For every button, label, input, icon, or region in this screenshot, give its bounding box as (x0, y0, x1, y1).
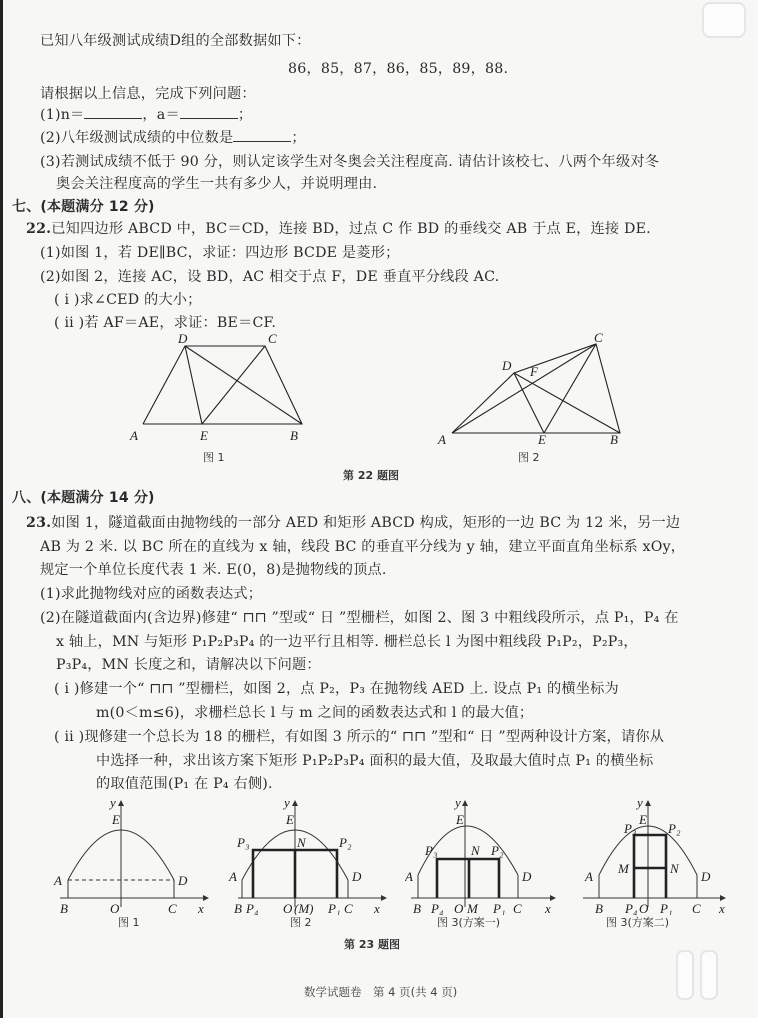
q23-stem-text: 如图 1，隧道截面由抛物线的一部分 AED 和矩形 ABCD 构成，矩形的一边 BC 为 12 米，另一边 (51, 515, 681, 531)
label-M: M (467, 901, 478, 915)
label-C: C (594, 330, 603, 345)
label-B: B (290, 428, 298, 443)
label-E: E (200, 428, 208, 443)
label-A: A (229, 869, 237, 884)
q2-text: (2)八年级测试成绩的中位数是 (40, 130, 234, 146)
q1-mid: ，a＝ (142, 107, 180, 123)
q23-fig3-scheme1-caption: 图 3(方案一) (437, 916, 501, 929)
q1-end: ； (237, 107, 253, 123)
label-O: O (283, 901, 293, 915)
label-P2: P₂ (339, 835, 352, 850)
label-A: A (405, 869, 413, 884)
q22-part2-ii: ( ii )若 AF＝AE，求证：BE＝CF. (54, 315, 277, 331)
label-P3: P₃ (624, 821, 637, 836)
label-D: D (522, 869, 532, 884)
label-P1: P₁ (328, 901, 341, 915)
label-O: O (110, 901, 120, 915)
q23-stem-line3: 规定一个单位长度代表 1 米. E(0，8)是抛物线的顶点. (40, 562, 387, 578)
label-O: O (639, 901, 649, 915)
q23-part2-ii-line2: 中选择一种，求出该方案下矩形 P₁P₂P₃P₄ 面积的最大值，及取最大值时点 P₁ 的横坐标 (96, 753, 654, 769)
answer-blank-median[interactable] (233, 129, 291, 142)
label-B: B (610, 432, 618, 445)
y-axis-label: y (455, 795, 461, 810)
x-axis-label: x (719, 901, 725, 915)
q22-part2: (2)如图 2，连接 AC，设 BD，AC 相交于点 F，DE 垂直平分线段 AC. (40, 269, 500, 285)
label-O: O (454, 901, 464, 915)
label-A: A (130, 428, 138, 443)
y-axis-label: y (110, 795, 116, 810)
question-3-line1: (3)若测试成绩不低于 90 分，则认定该学生对冬奥会关注程度高. 请估计该校七、八两个年级对冬 (40, 154, 660, 170)
label-M: M (618, 861, 629, 876)
label-B: B (595, 901, 603, 915)
q23-fig3-scheme2-caption: 图 3(方案二) (606, 916, 670, 929)
q23-fig2-caption: 图 2 (290, 916, 312, 929)
q22-fig2-caption: 图 2 (518, 451, 540, 464)
overlay-artifact (702, 2, 746, 38)
question-1 (40, 104, 252, 124)
label-A: A (54, 873, 62, 888)
label-F: F (530, 364, 538, 379)
y-axis-label: y (637, 795, 643, 810)
label-N: N (471, 843, 480, 858)
label-M: (M) (294, 901, 314, 915)
data-values: 86，85，87，86，85，89，88. (288, 61, 509, 77)
label-P2: P₂ (668, 821, 681, 836)
intro-line: 已知八年级测试成绩D组的全部数据如下： (40, 33, 311, 49)
label-D: D (701, 869, 711, 884)
label-D: D (352, 869, 362, 884)
label-E: E (456, 812, 464, 827)
q22-part2-i: ( i )求∠CED 的大小； (54, 292, 202, 308)
q2-end: ； (291, 130, 306, 146)
q23-figure-2 (228, 795, 398, 915)
q23-part2-i-line1: ( i )修建一个“ ⊓⊓ ”型栅栏，如图 2，点 P₂，P₃ 在抛物线 AED 上. 设点 P₁ 的横坐标为 (54, 681, 619, 697)
q22-fig1-caption: 图 1 (203, 451, 225, 464)
q23-number: 23. (26, 515, 52, 531)
label-C: C (513, 901, 522, 915)
question-3-line2: 奥会关注程度高的学生一共有多少人，并说明理由. (56, 176, 378, 192)
overlay-artifact (700, 950, 718, 1000)
section-7-header: 七、(本题满分 12 分) (12, 199, 155, 215)
q23-stem-line2: AB 为 2 米. 以 BC 所在的直线为 x 轴，线段 BC 的垂直平分线为 y 轴，建立平面直角坐标系 xOy， (40, 539, 686, 555)
label-D: D (178, 873, 188, 888)
q23-part2-ii-line3: 的取值范围(P₁ 在 P₄ 右侧). (96, 776, 273, 792)
label-P4: P₄ (625, 901, 638, 915)
q23-figure-3-scheme-1 (405, 795, 565, 915)
label-E: E (538, 432, 546, 445)
section-8-header: 八、(本题满分 14 分) (12, 490, 155, 506)
label-P1: P₁ (660, 901, 673, 915)
label-D: D (178, 331, 188, 346)
overlay-artifact (676, 950, 694, 1000)
x-axis-label: x (198, 901, 204, 915)
label-C: C (692, 901, 701, 915)
q23-figure-1 (50, 795, 220, 915)
q22-stem-text: 已知四边形 ABCD 中，BC＝CD，连接 BD，过点 C 作 BD 的垂线交 AB 于点 E，连接 DE. (51, 221, 651, 237)
q23-stem-line1 (26, 512, 680, 532)
question-2 (40, 127, 306, 147)
q1-prefix: (1)n＝ (40, 107, 85, 123)
q22-figure-title: 第 22 题图 (343, 469, 399, 482)
label-A: A (438, 432, 446, 445)
label-B: B (413, 901, 421, 915)
label-P2: P₂ (491, 843, 504, 858)
label-D: D (502, 358, 512, 373)
q23-part2-line3: P₃P₄，MN 长度之和，请解决以下问题： (56, 657, 321, 673)
q22-number: 22. (26, 221, 52, 237)
label-E: E (286, 812, 294, 827)
label-C: C (344, 901, 353, 915)
q23-part2-line1: (2)在隧道截面内(含边界)修建“ ⊓⊓ ”型或“ 日 ”型栅栏，如图 2、图 3 中粗线段所示，点 P₁，P₄ 在 (40, 610, 679, 626)
page-edge (0, 0, 3, 1018)
label-P3: P₃ (237, 835, 250, 850)
instruction: 请根据以上信息，完成下列问题： (40, 86, 256, 102)
q22-figure-2 (434, 330, 634, 445)
label-C: C (268, 331, 277, 346)
label-P4: P₄ (246, 901, 259, 915)
answer-blank-n[interactable] (84, 106, 142, 119)
q23-figure-title: 第 23 题图 (344, 938, 400, 951)
q23-part2-line2: x 轴上，MN 与矩形 P₁P₂P₃P₄ 的一边平行且相等. 栅栏总长 l 为图中粗线段 P₁P₂，P₂P₃， (56, 634, 638, 650)
label-N: N (297, 835, 306, 850)
q23-part1: (1)求此抛物线对应的函数表达式； (40, 586, 263, 602)
label-A: A (585, 869, 593, 884)
y-axis-label: y (284, 795, 290, 810)
label-N: N (670, 861, 679, 876)
label-P1: P₁ (493, 901, 506, 915)
label-E: E (639, 812, 647, 827)
answer-blank-a[interactable] (180, 106, 238, 119)
x-axis-label: x (374, 901, 380, 915)
q22-stem (26, 218, 651, 238)
label-E: E (112, 812, 120, 827)
q22-part1: (1)如图 1，若 DE∥BC，求证：四边形 BCDE 是菱形； (40, 245, 400, 261)
q23-fig1-caption: 图 1 (118, 916, 140, 929)
label-P3: P₃ (425, 843, 438, 858)
q22-figure-1 (128, 330, 308, 445)
q23-part2-i-line2: m(0＜m≤6)，求栅栏总长 l 与 m 之间的函数表达式和 l 的最大值； (96, 705, 534, 721)
label-B: B (60, 901, 68, 915)
q23-figure-3-scheme-2 (575, 795, 735, 915)
q23-part2-ii-line1: ( ii )现修建一个总长为 18 的栅栏，有如图 3 所示的“ ⊓⊓ ”型和“ 日 ”型两种设计方案，请你从 (54, 729, 665, 745)
label-P4: P₄ (431, 901, 444, 915)
label-C: C (168, 901, 177, 915)
x-axis-label: x (545, 901, 551, 915)
page-footer: 数学试题卷 第 4 页(共 4 页) (304, 985, 458, 999)
label-B: B (234, 901, 242, 915)
